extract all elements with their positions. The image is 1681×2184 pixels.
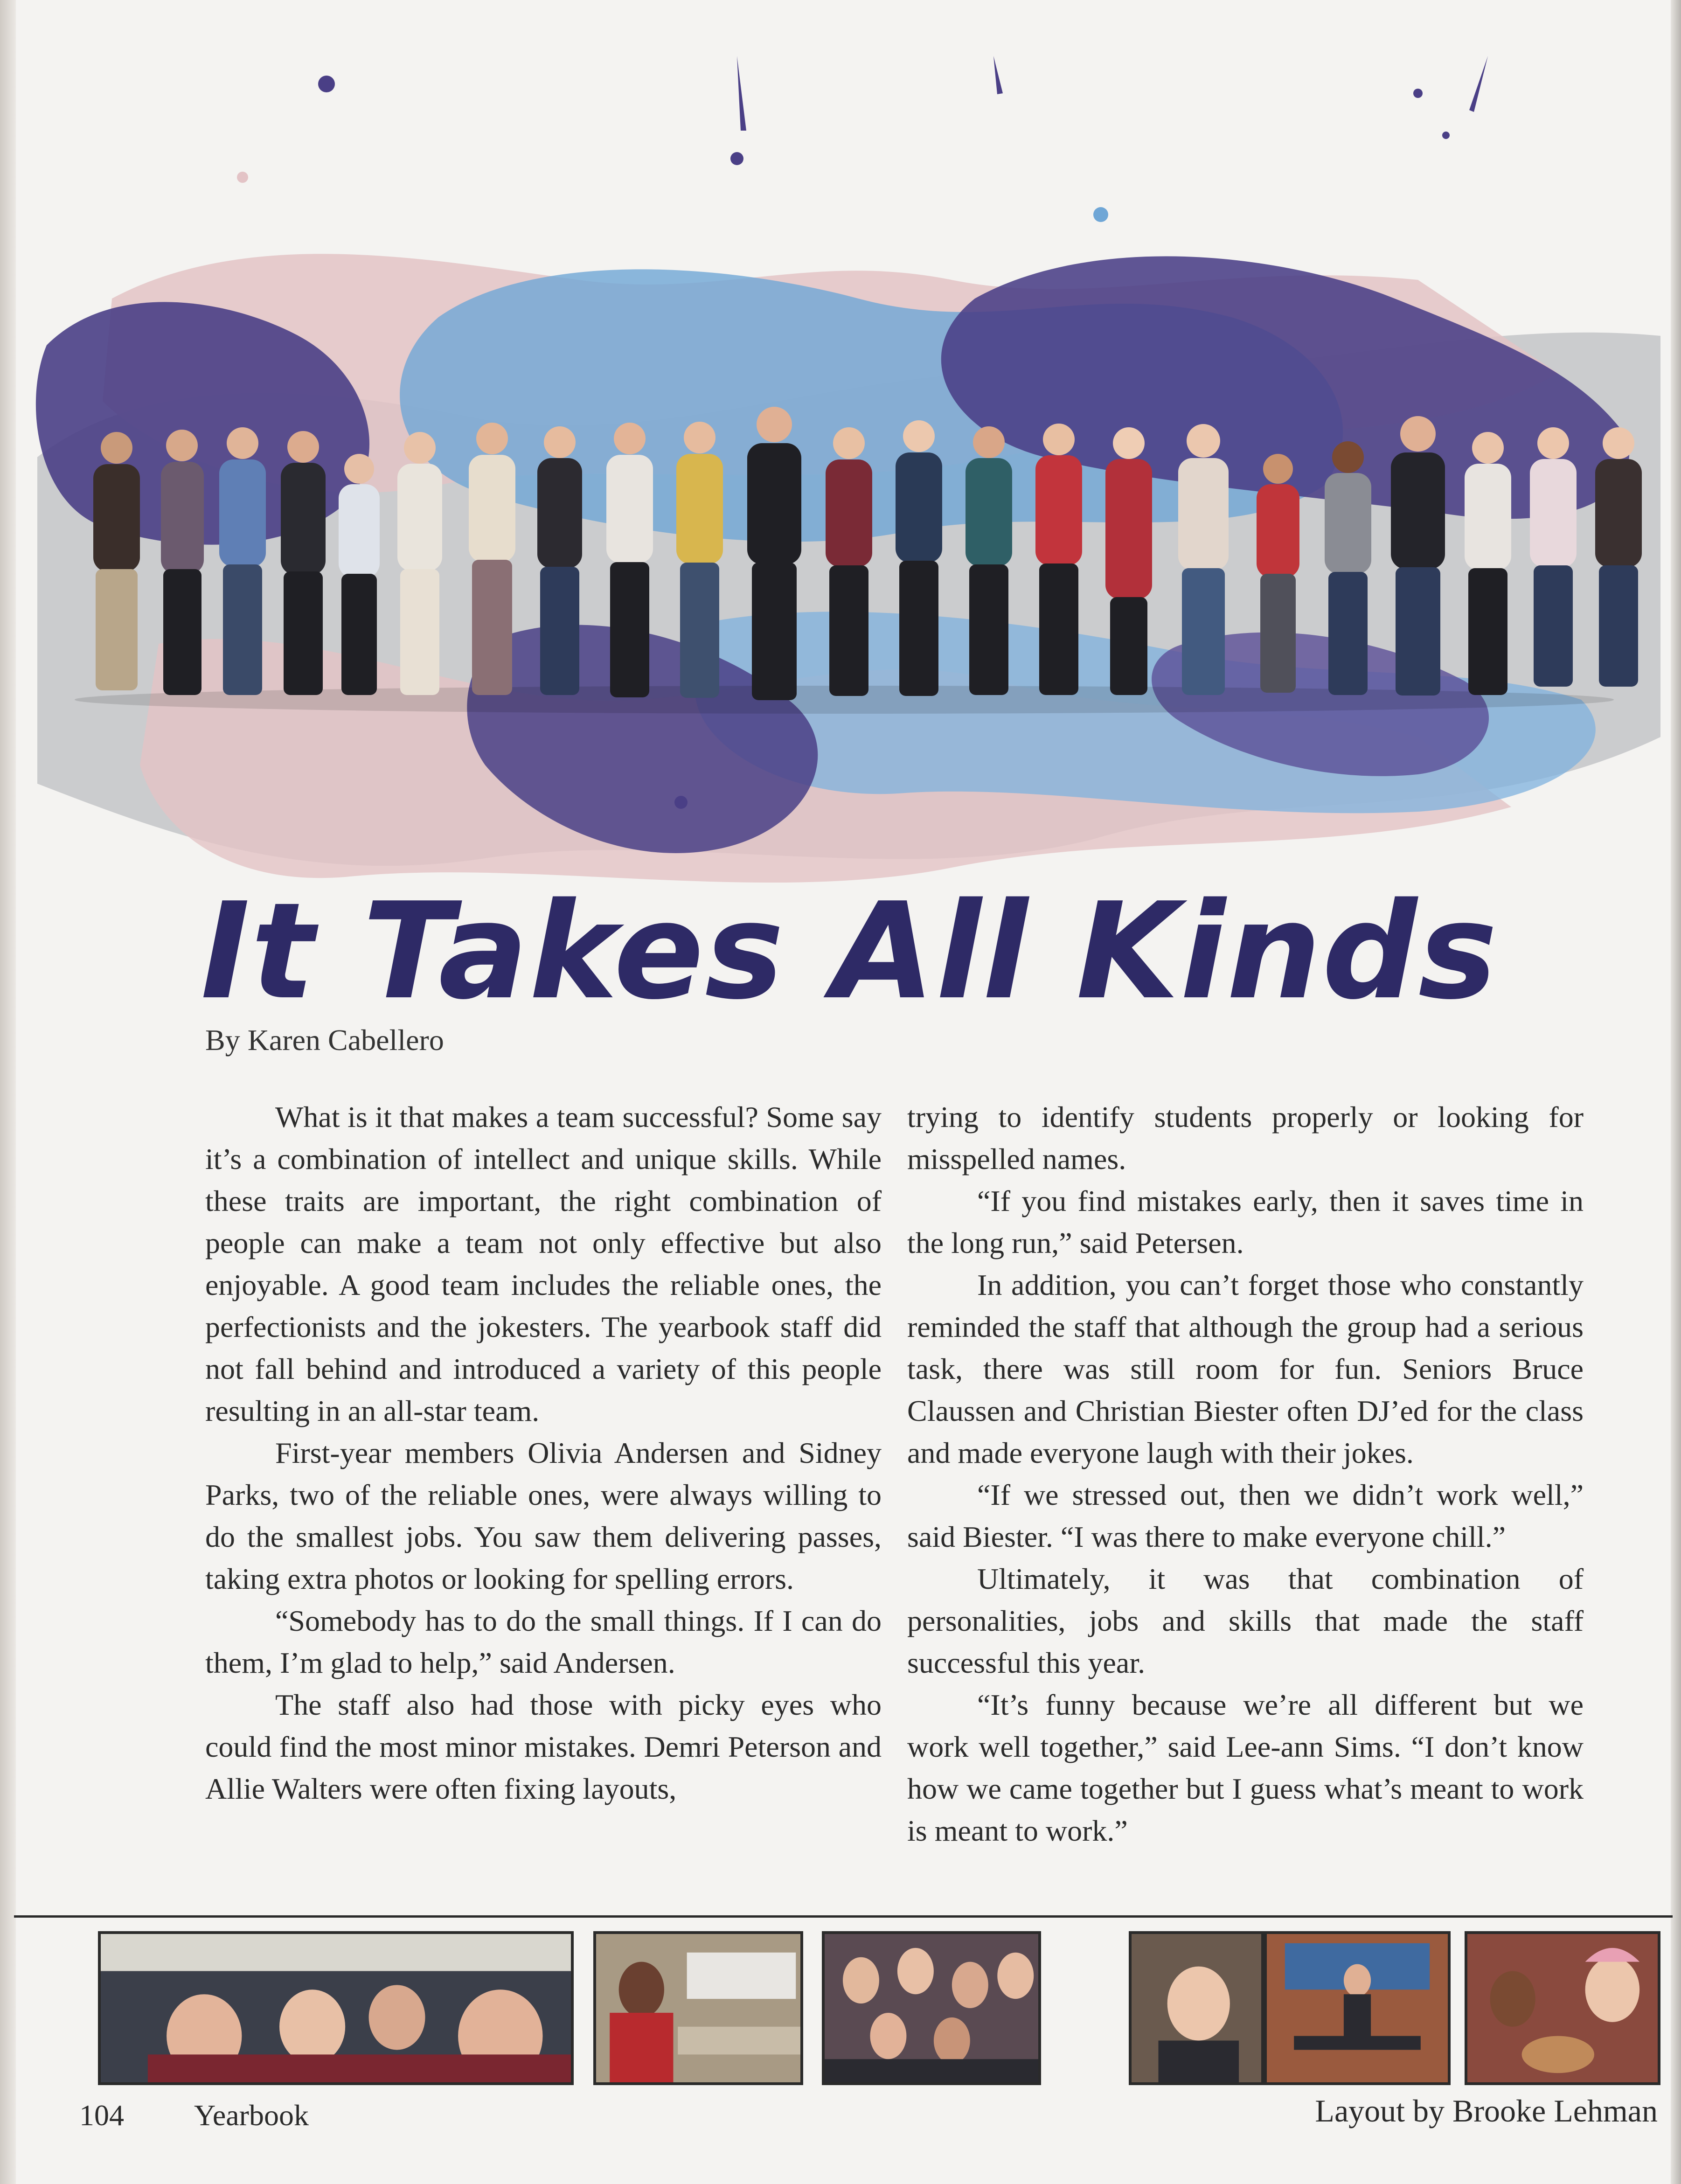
paragraph: Ultimately, it was that combination of personalities, jobs and skills that made the staff successful this year. bbox=[907, 1562, 1584, 1679]
layout-credit: Layout by Brooke Lehman bbox=[1315, 2093, 1658, 2128]
student-figure bbox=[1530, 427, 1577, 687]
page-number: 104 bbox=[79, 2099, 124, 2132]
photo-students-bus bbox=[98, 1931, 574, 2085]
students-group bbox=[19, 37, 1670, 924]
paragraph: In addition, you can’t forget those who constantly reminded the staff that although the group had a serious task, there was still room for fun. Seniors Bruce Claussen and Christian Biester often DJ’ed for the class and made everyone laugh with their jokes. bbox=[907, 1268, 1584, 1469]
divider-rule bbox=[14, 1915, 1673, 1918]
paragraph: trying to identify students properly or looking for misspelled names. bbox=[907, 1100, 1584, 1175]
student-figure bbox=[1595, 427, 1642, 687]
photo-group-classroom bbox=[822, 1931, 1041, 2085]
article-column-right bbox=[907, 1096, 1584, 1852]
student-figure bbox=[966, 426, 1012, 695]
student-figure bbox=[339, 454, 380, 695]
student-figure bbox=[1035, 424, 1082, 695]
student-figure bbox=[397, 432, 442, 695]
paragraph: “Somebody has to do the small things. If I can do them, I’m glad to help,” said Andersen. bbox=[205, 1604, 882, 1679]
student-figure bbox=[896, 420, 942, 696]
student-figure bbox=[826, 427, 872, 696]
page-edge-right bbox=[1671, 0, 1681, 2184]
paragraph: “If you find mistakes early, then it saves time in the long run,” said Petersen. bbox=[907, 1184, 1584, 1259]
student-figure bbox=[219, 427, 266, 695]
paragraph: The staff also had those with picky eyes who could find the most minor mistakes. Demri Peterson and Allie Walters were often fixing layouts, bbox=[205, 1688, 882, 1805]
student-figure bbox=[93, 432, 140, 690]
student-figure bbox=[1325, 441, 1371, 695]
student-figure bbox=[1178, 424, 1229, 695]
paragraph: First-year members Olivia Andersen and Sidney Parks, two of the reliable ones, were always willing to do the smallest jobs. You saw them delivering passes, taking extra photos or looking for spelling errors. bbox=[205, 1436, 882, 1595]
photo-computer-lab bbox=[593, 1931, 803, 2085]
student-figure bbox=[1257, 454, 1299, 693]
photo-students-donuts bbox=[1465, 1931, 1660, 2085]
page-edge-left bbox=[0, 0, 16, 2184]
student-figure bbox=[1391, 416, 1445, 696]
student-figure bbox=[1465, 432, 1511, 695]
photo-girls-smiling bbox=[1129, 1931, 1264, 2085]
student-figure bbox=[747, 407, 801, 700]
article-title: It Takes All Kinds bbox=[201, 874, 1499, 1029]
student-figure bbox=[537, 426, 582, 695]
article-column-left bbox=[205, 1096, 882, 1810]
page-footer-left bbox=[79, 2094, 309, 2136]
paragraph: What is it that makes a team successful? Some say it’s a combination of intellect and unique skills. While these traits are important, the right combination of people can make a team not only effective but also enjoyable. A good team includes the reliable ones, the perfectionists and the jokesters. The yearbook staff did not fall behind and introduced a variety of this people resulting in an all-star team. bbox=[205, 1100, 882, 1427]
student-figure bbox=[1105, 427, 1152, 695]
student-figure bbox=[676, 422, 723, 698]
student-figure bbox=[281, 431, 326, 695]
student-figure bbox=[606, 423, 653, 697]
student-figure bbox=[161, 430, 204, 695]
photo-students-posing bbox=[1264, 1931, 1451, 2085]
student-figure bbox=[469, 423, 515, 695]
byline: By Karen Cabellero bbox=[205, 1023, 444, 1057]
paragraph: “It’s funny because we’re all different but we work well together,” said Lee-ann Sims. “I don’t know how we came together but I guess what’s meant to work is meant to work.” bbox=[907, 1688, 1584, 1847]
hero-group-photo bbox=[19, 37, 1670, 924]
paragraph: “If we stressed out, then we didn’t work well,” said Biester. “I was there to make everyone chill.” bbox=[907, 1478, 1584, 1553]
section-name: Yearbook bbox=[194, 2099, 309, 2132]
